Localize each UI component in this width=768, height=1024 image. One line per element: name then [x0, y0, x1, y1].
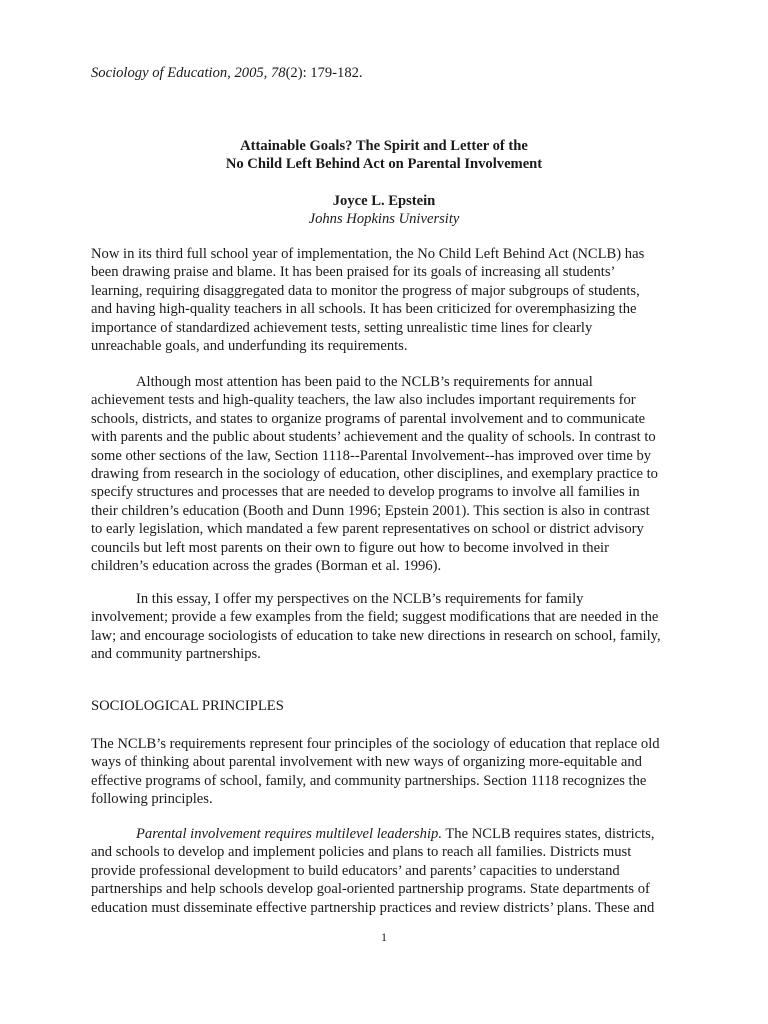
paragraph-line: The NCLB’s requirements represent four principles of the sociology of education that replace old [91, 736, 660, 752]
title-line-2: No Child Left Behind Act on Parental Involvement [225, 156, 543, 173]
paragraph-line: partnerships and help schools develop goal-oriented partnership programs. State departments of [91, 881, 650, 898]
paragraph-line: and having high-quality teachers in all schools. It has been criticized for overemphasizing the [91, 301, 637, 318]
paragraph-2 [91, 373, 681, 575]
paragraph-line: to early legislation, which mandated a few parent representatives on school or district advisory [91, 521, 644, 538]
principle-lead-rest: The NCLB requires states, districts, [441, 826, 655, 842]
paragraph-5 [91, 825, 681, 917]
paragraph-line: Now in its third full school year of implementation, the No Child Left Behind Act (NCLB) has [91, 246, 645, 262]
section-heading: SOCIOLOGICAL PRINCIPLES [91, 698, 284, 714]
paragraph-line: schools, districts, and states to organize programs of parental involvement and to communicate [91, 410, 646, 427]
paragraph-3 [91, 590, 681, 664]
paragraph-first-line [91, 825, 681, 843]
paragraph-line: provide professional development to build educators’ and parents’ capacities to understand [91, 862, 620, 879]
paragraph-line: their children’s education (Booth and Dunn 1996; Epstein 2001). This section is also in contrast [91, 502, 650, 519]
paragraph-line: unreachable goals, and underfunding its requirements. [91, 338, 408, 355]
paragraph-line: drawing from research in the sociology of education, other disciplines, and exemplary practice to [91, 466, 658, 483]
paragraph-line: following principles. [91, 791, 213, 808]
author-name: Joyce L. Epstein [332, 193, 436, 209]
paragraph-line: with parents and the public about students’ achievement and the quality of schools. In contrast to [91, 429, 656, 446]
principle-lead: Parental involvement requires multilevel leadership. [136, 826, 442, 842]
paragraph-line: some other sections of the law, Section 1118--Parental Involvement--has improved over time by [91, 447, 652, 464]
author-affiliation: Johns Hopkins University [308, 211, 460, 227]
citation-journal: Sociology of Education, 2005, 78 [91, 65, 286, 81]
paragraph-line: and community partnerships. [91, 646, 261, 663]
paragraph-line: been drawing praise and blame. It has been praised for its goals of increasing all students’ [91, 264, 616, 281]
page-number: 1 [381, 930, 387, 944]
paragraph-line: children’s education across the grades (Borman et al. 1996). [91, 558, 442, 575]
paper-title [0, 137, 768, 174]
paragraph-line: Although most attention has been paid to the NCLB’s requirements for annual [136, 374, 593, 390]
title-line-1: Attainable Goals? The Spirit and Letter of the [240, 138, 528, 154]
paragraph-line: involvement; provide a few examples from the field; suggest modifications that are needed in the [91, 609, 659, 626]
paragraph-line: learning, requiring disaggregated data to monitor the progress of major subgroups of students, [91, 282, 640, 299]
paragraph-line: education must disseminate effective partnership practices and review districts’ plans. These and [91, 899, 655, 916]
paragraph-line: importance of standardized achievement tests, setting unrealistic time lines for clearly [91, 319, 593, 336]
paragraph-line: specify structures and processes that are needed to develop programs to involve all families in [91, 484, 640, 501]
citation [91, 64, 363, 82]
paragraph-4 [91, 735, 681, 809]
paragraph-line: and schools to develop and implement policies and plans to reach all families. Districts must [91, 844, 632, 861]
paragraph-line: achievement tests and high-quality teachers, the law also includes important requirements for [91, 392, 636, 409]
paragraph-line: ways of thinking about parental involvement with new ways of organizing more-equitable and [91, 754, 642, 771]
paragraph-line: law; and encourage sociologists of education to take new directions in research on school, family, [91, 627, 661, 644]
paragraph-line: effective programs of school, family, and community partnerships. Section 1118 recognizes the [91, 772, 647, 789]
paragraph-1 [91, 245, 681, 355]
citation-issue-pages: (2): 179-182. [285, 65, 363, 81]
paragraph-line: In this essay, I offer my perspectives on the NCLB’s requirements for family [136, 591, 584, 607]
paragraph-line: councils but left most parents on their own to figure out how to become involved in their [91, 539, 609, 556]
